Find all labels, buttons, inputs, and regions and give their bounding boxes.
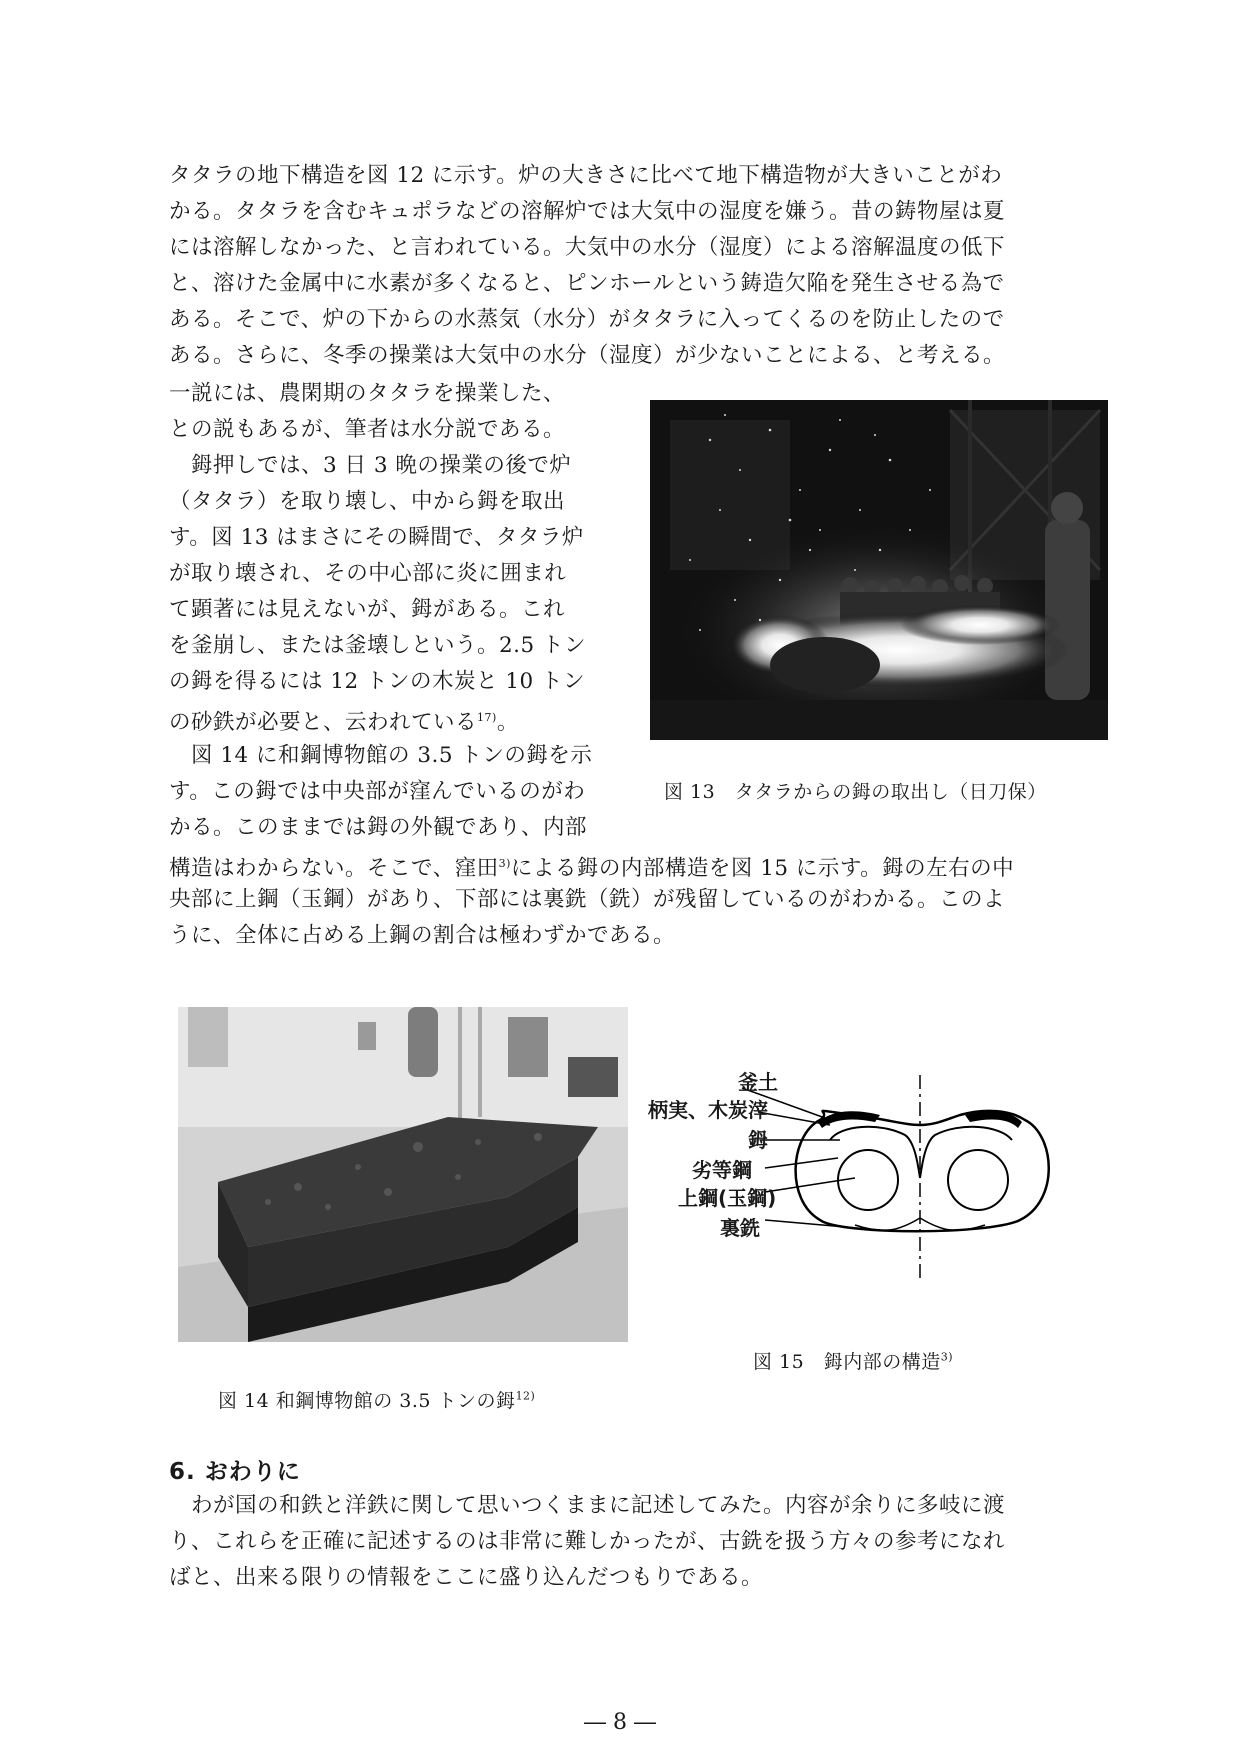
text-line: を釜崩し、または釜壊しという。2.5 トン (169, 633, 587, 658)
kera-museum-image (178, 1007, 628, 1342)
text-segment: による鉧の内部構造を図 15 に示す。鉧の左右の中 (510, 856, 1015, 882)
text-line: 一説には、農閑期のタタラを操業した、 (169, 381, 566, 406)
text-segment: 構造はわからない。そこで、窪田 (169, 856, 499, 882)
text-line: ばと、出来る限りの情報をここに盛り込んだつもりである。 (169, 1565, 764, 1590)
text-line: の鉧を得るには 12 トンの木炭と 10 トン (169, 669, 586, 694)
text-segment: 。 (496, 710, 519, 736)
text-segment: の砂鉄が必要と、云われている (169, 710, 478, 736)
figure-14-caption (218, 1386, 535, 1413)
text-line: （タタラ）を取り壊し、中から鉧を取出 (169, 489, 566, 514)
page-number: ― 8 ― (584, 1710, 656, 1735)
label-kamatsuchi: 釜土 (738, 1070, 778, 1094)
text-line: との説もあるが、筆者は水分説である。 (169, 417, 566, 442)
text-line: には溶解しなかった、と言われている。大気中の水分（湿度）による溶解温度の低下 (169, 235, 1006, 260)
text-line: わが国の和鉄と洋鉄に関して思いつくままに記述してみた。内容が余りに多岐に渡 (169, 1493, 1006, 1518)
text-line: かる。このままでは鉧の外観であり、内部 (169, 815, 588, 840)
text-line: 央部に上鋼（玉鋼）があり、下部には裏銑（銑）が残留しているのがわかる。このよ (169, 887, 1006, 912)
text-line: が取り壊され、その中心部に炎に囲まれ (169, 561, 567, 586)
figure-15-diagram (640, 1060, 1120, 1300)
label-gara: 柄実、木炭滓 (648, 1098, 768, 1122)
text-line: り、これらを正確に記述するのは非常に難しかったが、古銑を扱う方々の参考になれ (169, 1529, 1006, 1554)
text-line: かる。タタラを含むキュポラなどの溶解炉では大気中の湿度を嫌う。昔の鋳物屋は夏 (169, 199, 1006, 224)
label-urazuku: 裏銑 (720, 1216, 760, 1240)
figure-13-photo (650, 400, 1108, 740)
label-kera: 鉧 (748, 1128, 768, 1152)
caption-text: 図 15 鉧内部の構造 (753, 1351, 941, 1373)
text-line (169, 700, 519, 741)
text-line: 図 14 に和鋼博物館の 3.5 トンの鉧を示 (169, 743, 593, 768)
figure-14-photo (178, 1007, 628, 1342)
reference-superscript: 12) (515, 1389, 536, 1403)
label-jyoko: 上鋼(玉鋼) (678, 1186, 777, 1210)
label-retto: 劣等鋼 (692, 1158, 752, 1182)
text-line: ある。そこで、炉の下からの水蒸気（水分）がタタラに入ってくるのを防止したので (169, 307, 1005, 332)
tatara-fire-image (650, 400, 1108, 740)
text-line: す。この鉧では中央部が窪んでいるのがわ (169, 779, 586, 804)
text-line: す。図 13 はまさにその瞬間で、タタラ炉 (169, 525, 584, 550)
text-line: ある。さらに、冬季の操業は大気中の水分（湿度）が少ないことによる、と考える。 (169, 343, 1006, 368)
reference-superscript: 3) (498, 857, 511, 870)
text-line (169, 846, 1014, 887)
section-heading: 6. おわりに (169, 1459, 301, 1485)
text-line: うに、全体に占める上鋼の割合は極わずかである。 (169, 923, 676, 948)
reference-superscript: 3) (940, 1350, 954, 1364)
text-line: と、溶けた金属中に水素が多くなると、ピンホールという鋳造欠陥を発生させる為で (169, 271, 1005, 296)
text-line: て顕著には見えないが、鉧がある。これ (169, 597, 566, 622)
text-line: タタラの地下構造を図 12 に示す。炉の大きさに比べて地下構造物が大きいことがわ (169, 163, 1003, 188)
text-line: 鉧押しでは、3 日 3 晩の操業の後で炉 (169, 453, 572, 478)
figure-13-caption: 図 13 タタラからの鉧の取出し（日刀保） (664, 781, 1047, 803)
reference-superscript: 17) (477, 711, 497, 724)
caption-text: 図 14 和鋼博物館の 3.5 トンの鉧 (218, 1390, 516, 1412)
figure-15-caption (753, 1347, 953, 1374)
